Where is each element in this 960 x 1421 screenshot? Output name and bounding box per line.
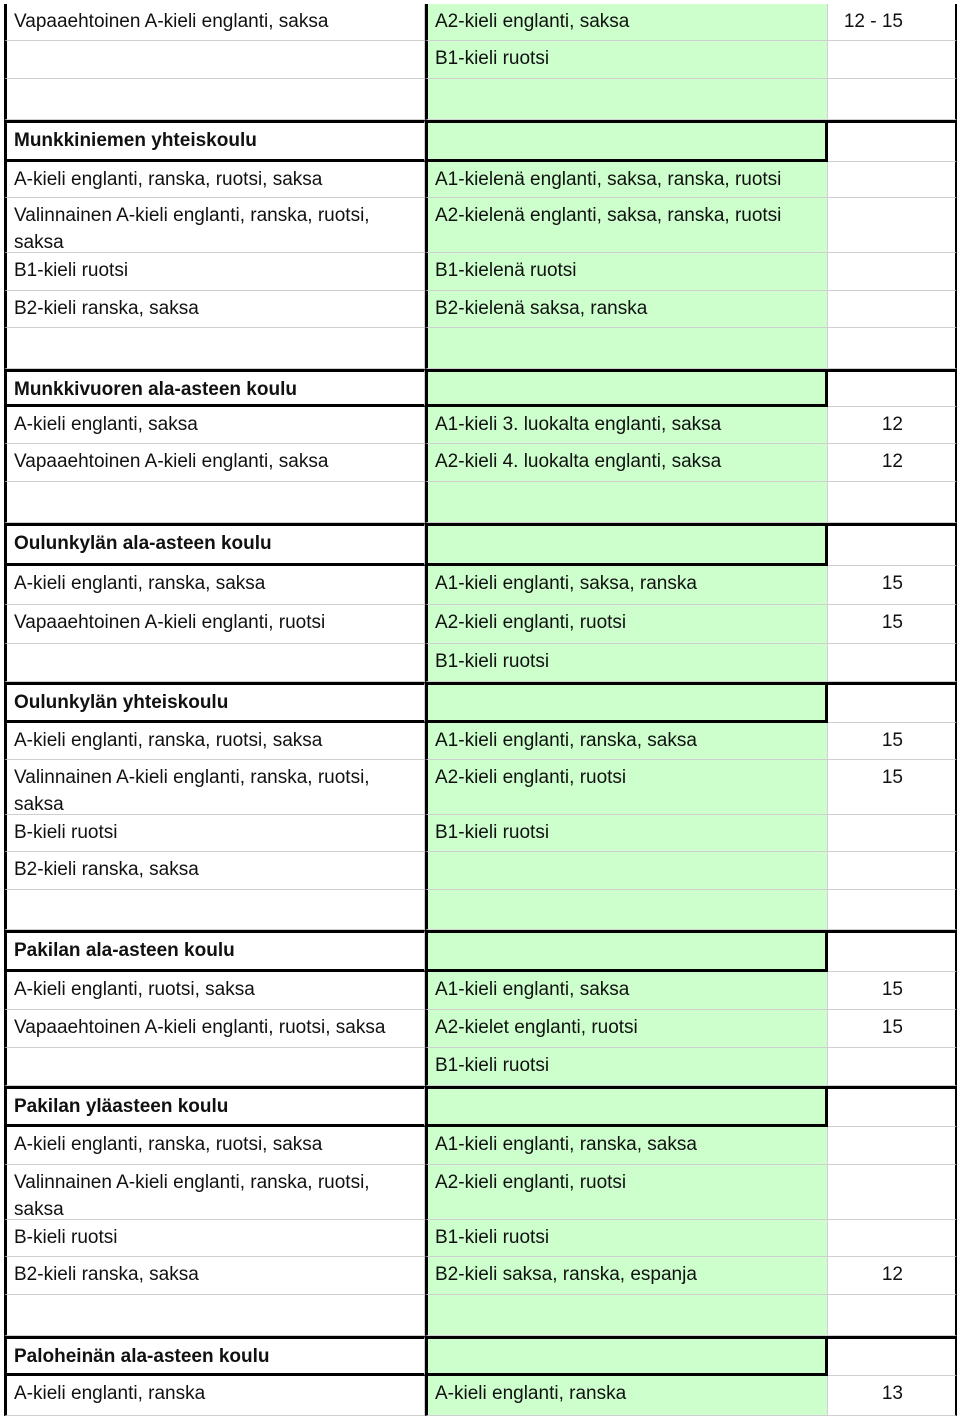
group-size-cell: [828, 1220, 957, 1257]
current-language-cell: A-kieli englanti, ranska, ruotsi, saksa: [4, 1127, 425, 1165]
new-language-cell: [425, 482, 828, 523]
group-size-cell: [828, 79, 957, 120]
current-language-cell: [4, 328, 425, 369]
current-language-cell: B2-kieli ranska, saksa: [4, 1257, 425, 1295]
new-language-cell: A2-kieli englanti, saksa: [425, 4, 828, 41]
new-language-cell: [425, 890, 828, 930]
school-header-row: [4, 523, 957, 566]
table-row: [4, 644, 957, 682]
new-language-cell: A-kieli englanti, ranska: [425, 1376, 828, 1416]
table-row: [4, 972, 957, 1010]
current-language-cell: [4, 644, 425, 682]
current-language-cell: [4, 41, 425, 79]
current-language-cell: Vapaaehtoinen A-kieli englanti, ruotsi: [4, 605, 425, 644]
current-language-cell: B2-kieli ranska, saksa: [4, 852, 425, 890]
school-header-row: [4, 930, 957, 972]
school-name-cell: Paloheinän ala-asteen koulu: [4, 1336, 425, 1376]
group-size-cell: 12: [828, 444, 957, 482]
group-size-cell: [828, 682, 957, 723]
current-language-cell: A-kieli englanti, ruotsi, saksa: [4, 972, 425, 1010]
new-language-cell: A1-kieli englanti, saksa: [425, 972, 828, 1010]
current-language-cell: [4, 890, 425, 930]
school-header-row: [4, 1086, 957, 1127]
school-name-cell: Oulunkylän ala-asteen koulu: [4, 523, 425, 566]
group-size-cell: [828, 1086, 957, 1127]
school-name-cell: Munkkiniemen yhteiskoulu: [4, 120, 425, 162]
language-table: [4, 4, 957, 1416]
group-size-cell: [828, 291, 957, 328]
table-row: [4, 1220, 957, 1257]
new-language-cell: A1-kieli englanti, ranska, saksa: [425, 723, 828, 760]
new-language-cell: A2-kielet englanti, ruotsi: [425, 1010, 828, 1048]
group-size-cell: [828, 369, 957, 407]
current-language-cell: A-kieli englanti, ranska, ruotsi, saksa: [4, 723, 425, 760]
group-size-cell: [828, 1127, 957, 1165]
group-size-cell: 15: [828, 566, 957, 605]
current-language-cell: A-kieli englanti, ranska, ruotsi, saksa: [4, 162, 425, 198]
current-language-cell: Vapaaehtoinen A-kieli englanti, saksa: [4, 4, 425, 41]
current-language-cell: B2-kieli ranska, saksa: [4, 291, 425, 328]
table-row: [4, 253, 957, 291]
group-size-cell: [828, 120, 957, 162]
group-size-cell: [828, 523, 957, 566]
group-size-cell: [828, 1336, 957, 1376]
table-row: [4, 723, 957, 760]
school-name-cell: Pakilan ala-asteen koulu: [4, 930, 425, 972]
new-language-cell: [425, 1295, 828, 1336]
current-language-cell: Vapaaehtoinen A-kieli englanti, saksa: [4, 444, 425, 482]
group-size-cell: [828, 930, 957, 972]
school-header-row: [4, 120, 957, 162]
new-language-cell: B1-kieli ruotsi: [425, 1220, 828, 1257]
new-language-cell: [425, 120, 828, 162]
new-language-cell: [425, 328, 828, 369]
school-name-cell: Munkkivuoren ala-asteen koulu: [4, 369, 425, 407]
new-language-cell: [425, 852, 828, 890]
table-row: [4, 1010, 957, 1048]
current-language-cell: [4, 79, 425, 120]
current-language-cell: A-kieli englanti, saksa: [4, 407, 425, 444]
new-language-cell: A2-kieli englanti, ruotsi: [425, 760, 828, 815]
new-language-cell: [425, 523, 828, 566]
table-row: [4, 1257, 957, 1295]
table-row: [4, 41, 957, 79]
group-size-cell: [828, 41, 957, 79]
table-row: [4, 605, 957, 644]
new-language-cell: [425, 682, 828, 723]
new-language-cell: [425, 1086, 828, 1127]
current-language-cell: Vapaaehtoinen A-kieli englanti, ruotsi, saksa: [4, 1010, 425, 1048]
table-row: [4, 566, 957, 605]
current-language-cell: B-kieli ruotsi: [4, 1220, 425, 1257]
table-row: [4, 407, 957, 444]
group-size-cell: [828, 1165, 957, 1220]
current-language-cell: [4, 482, 425, 523]
table-row: [4, 162, 957, 198]
new-language-cell: A1-kielenä englanti, saksa, ranska, ruotsi: [425, 162, 828, 198]
school-header-row: [4, 369, 957, 407]
new-language-cell: A2-kieli 4. luokalta englanti, saksa: [425, 444, 828, 482]
group-size-cell: 12: [828, 407, 957, 444]
group-size-cell: 15: [828, 972, 957, 1010]
group-size-cell: [828, 644, 957, 682]
table-row: [4, 815, 957, 852]
school-header-row: [4, 1336, 957, 1376]
group-size-cell: [828, 162, 957, 198]
group-size-cell: [828, 852, 957, 890]
new-language-cell: [425, 369, 828, 407]
current-language-cell: [4, 1048, 425, 1086]
group-size-cell: [828, 1048, 957, 1086]
table-row: [4, 198, 957, 253]
table-row: [4, 890, 957, 930]
table-row: [4, 4, 957, 41]
current-language-cell: A-kieli englanti, ranska: [4, 1376, 425, 1416]
group-size-cell: 12: [828, 1257, 957, 1295]
new-language-cell: A1-kieli 3. luokalta englanti, saksa: [425, 407, 828, 444]
new-language-cell: B2-kieli saksa, ranska, espanja: [425, 1257, 828, 1295]
school-name-cell: Oulunkylän yhteiskoulu: [4, 682, 425, 723]
new-language-cell: A1-kieli englanti, saksa, ranska: [425, 566, 828, 605]
table-row: [4, 1127, 957, 1165]
group-size-cell: [828, 253, 957, 291]
current-language-cell: B1-kieli ruotsi: [4, 253, 425, 291]
school-header-row: [4, 682, 957, 723]
table-row: [4, 79, 957, 120]
new-language-cell: B1-kieli ruotsi: [425, 815, 828, 852]
table-row: [4, 1376, 957, 1416]
group-size-cell: [828, 482, 957, 523]
new-language-cell: B1-kieli ruotsi: [425, 644, 828, 682]
group-size-cell: [828, 198, 957, 253]
group-size-cell: [828, 815, 957, 852]
new-language-cell: A1-kieli englanti, ranska, saksa: [425, 1127, 828, 1165]
group-size-cell: 13: [828, 1376, 957, 1416]
table-row: [4, 760, 957, 815]
group-size-cell: 15: [828, 605, 957, 644]
table-row: [4, 444, 957, 482]
new-language-cell: [425, 930, 828, 972]
group-size-cell: [828, 328, 957, 369]
new-language-cell: [425, 1336, 828, 1376]
table-row: [4, 1048, 957, 1086]
new-language-cell: B2-kielenä saksa, ranska: [425, 291, 828, 328]
group-size-cell: 15: [828, 760, 957, 815]
new-language-cell: A2-kieli englanti, ruotsi: [425, 605, 828, 644]
new-language-cell: A2-kielenä englanti, saksa, ranska, ruotsi: [425, 198, 828, 253]
new-language-cell: B1-kieli ruotsi: [425, 1048, 828, 1086]
current-language-cell: Valinnainen A-kieli englanti, ranska, ruotsi, saksa: [4, 198, 425, 253]
table-row: [4, 482, 957, 523]
current-language-cell: Valinnainen A-kieli englanti, ranska, ruotsi, saksa: [4, 760, 425, 815]
new-language-cell: B1-kielenä ruotsi: [425, 253, 828, 291]
group-size-cell: 15: [828, 1010, 957, 1048]
group-size-cell: [828, 1295, 957, 1336]
current-language-cell: [4, 1295, 425, 1336]
table-row: [4, 852, 957, 890]
group-size-cell: [828, 890, 957, 930]
table-row: [4, 328, 957, 369]
school-name-cell: Pakilan yläasteen koulu: [4, 1086, 425, 1127]
table-row: [4, 1165, 957, 1220]
new-language-cell: A2-kieli englanti, ruotsi: [425, 1165, 828, 1220]
group-size-cell: 12 - 15: [828, 4, 957, 41]
group-size-cell: 15: [828, 723, 957, 760]
current-language-cell: B-kieli ruotsi: [4, 815, 425, 852]
current-language-cell: Valinnainen A-kieli englanti, ranska, ruotsi, saksa: [4, 1165, 425, 1220]
new-language-cell: [425, 79, 828, 120]
table-row: [4, 1295, 957, 1336]
new-language-cell: B1-kieli ruotsi: [425, 41, 828, 79]
current-language-cell: A-kieli englanti, ranska, saksa: [4, 566, 425, 605]
table-row: [4, 291, 957, 328]
